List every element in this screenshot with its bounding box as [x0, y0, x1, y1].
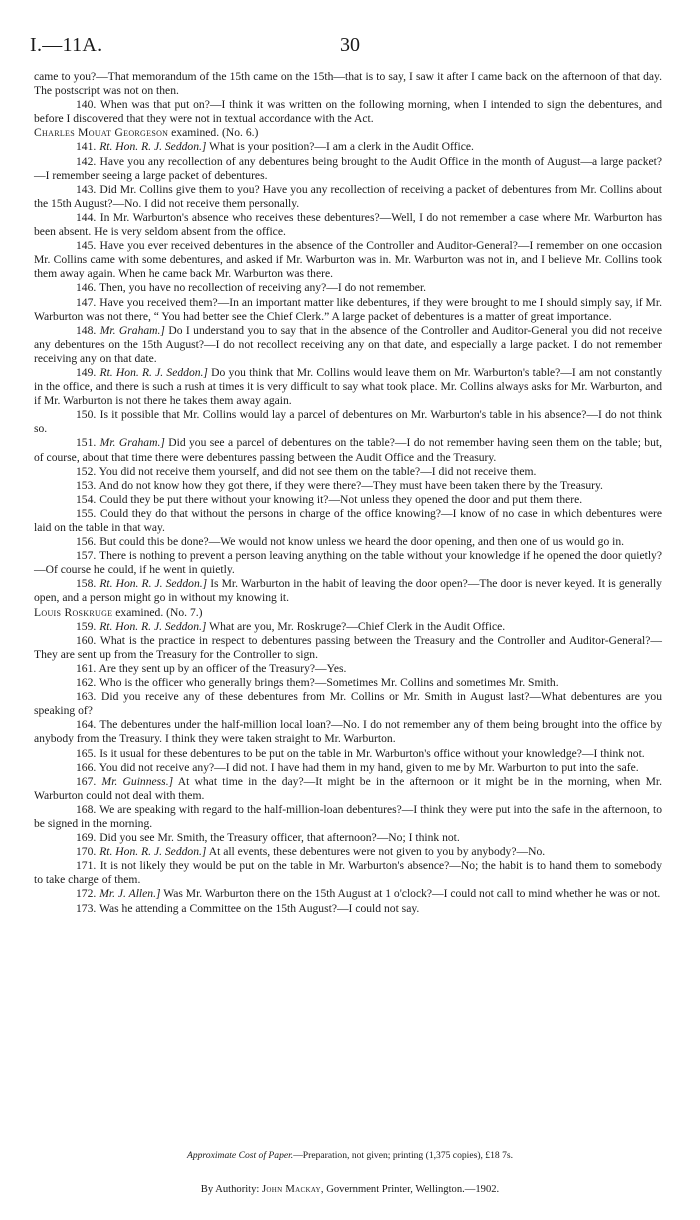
- witness-name: Louis Roskruge: [34, 605, 113, 619]
- paragraph-text: 142. Have you any recollection of any debentures being brought to the Audit Office in the month of August—a large packet?—I remember seeing a large packet of debentures.: [34, 154, 662, 182]
- question-paragraph: [34, 155, 662, 183]
- question-number: 172.: [76, 887, 97, 901]
- question-number: 159.: [76, 619, 97, 633]
- question-paragraph: [34, 183, 662, 211]
- paragraph-text: Is Mr. Warburton in the habit of leaving the door open?—The door is never keyed. It is generally open, and a person might go in without my knowing it.: [34, 577, 662, 605]
- paragraph-text: 152. You did not receive them yourself, and did not see them on the table?—I did not receive them.: [76, 464, 537, 478]
- paragraph-text: 163. Did you receive any of these debentures from Mr. Collins or Mr. Smith in August last?—What debentures are you speaking of?: [34, 690, 662, 718]
- question-paragraph: [34, 902, 662, 916]
- paragraph-text: 155. Could they do that without the persons in charge of the office knowing?—I know of no case in which debentures were laid on the table in that way.: [34, 506, 662, 534]
- question-paragraph: [34, 577, 662, 605]
- question-paragraph: [34, 324, 662, 366]
- question-paragraph: [34, 493, 662, 507]
- paragraph-text: 161. Are they sent up by an officer of the Treasury?—Yes.: [76, 661, 347, 675]
- question-paragraph: [34, 465, 662, 479]
- paragraph-text: 165. Is it usual for these debentures to be put on the table in Mr. Warburton's office without your knowledge?—I think not.: [76, 746, 645, 760]
- question-paragraph: [34, 507, 662, 535]
- paragraph-text: 146. Then, you have no recollection of receiving any?—I do not remember.: [76, 281, 427, 295]
- paragraph-text: 140. When was that put on?—I think it was written on the following morning, when I intended to sign the debentures, and before I discovered that they were not in textual accordance with the Act.: [34, 98, 662, 126]
- paragraph-text: What are you, Mr. Roskruge?—Chief Clerk in the Audit Office.: [206, 619, 506, 633]
- question-paragraph: [34, 549, 662, 577]
- question-paragraph: [34, 620, 662, 634]
- question-number: 149.: [76, 365, 97, 379]
- question-paragraph: [34, 887, 662, 901]
- paragraph-text: 173. Was he attending a Committee on the 15th August?—I could not say.: [76, 901, 420, 915]
- question-paragraph: [34, 535, 662, 549]
- question-paragraph: [34, 761, 662, 775]
- paragraph-text: 156. But could this be done?—We would not know unless we heard the door opening, and then one of us would go in.: [76, 535, 625, 549]
- speaker-name: Rt. Hon. R. J. Seddon.]: [99, 140, 207, 154]
- printer-name: John Mackay: [262, 1184, 321, 1195]
- paragraph-text: 145. Have you ever received debentures in the absence of the Controller and Auditor-General?—I remember on one occasion Mr. Collins came with some debentures, and asked if Mr. Warburton was in. Mr. Warburton was not in, and I believe Mr. Collins took them away again. When he came back Mr. Warburton was there.: [34, 239, 662, 281]
- paragraph-text: At all events, these debentures were not given to you by anybody?—No.: [206, 845, 546, 859]
- paragraph-text: 162. Who is the officer who generally brings them?—Sometimes Mr. Collins and sometimes Mr. Smith.: [76, 676, 559, 690]
- question-paragraph: [34, 366, 662, 408]
- witness-name: Charles Mouat Georgeson: [34, 126, 169, 140]
- paragraph-text: Do you think that Mr. Collins would leave them on Mr. Warburton's table?—I am not constantly in the office, and there is such a rush at times it is very difficult to say what took place. Mr. Collins always asks for Mr. Warburton, and if Mr. Warburton is not there he takes them away again.: [34, 365, 662, 408]
- printer-authority: [0, 1184, 700, 1195]
- question-paragraph: [34, 859, 662, 887]
- question-paragraph: [34, 479, 662, 493]
- paragraph-text: 157. There is nothing to prevent a person leaving anything on the table without your knowledge if he opened the door quietly?—Of course he could, if he went in quietly.: [34, 549, 662, 577]
- heading-rest: examined. (No. 7.): [112, 605, 203, 619]
- paragraph-text: 144. In Mr. Warburton's absence who receives these debentures?—Well, I do not remember a case where Mr. Warburton has been absent. He is very seldom absent from the office.: [34, 210, 662, 239]
- question-paragraph: [34, 239, 662, 281]
- question-paragraph: [34, 831, 662, 845]
- speaker-name: Mr. J. Allen.]: [99, 887, 161, 901]
- question-paragraph: [34, 436, 662, 464]
- question-number: 167.: [76, 774, 97, 788]
- authority-suffix: , Government Printer, Wellington.—1902.: [320, 1184, 500, 1195]
- question-paragraph: [34, 718, 662, 746]
- speaker-name: Mr. Graham.]: [99, 323, 165, 337]
- question-paragraph: [34, 747, 662, 761]
- speaker-name: Rt. Hon. R. J. Seddon.]: [99, 577, 208, 591]
- cost-note: [0, 1150, 700, 1161]
- question-paragraph: [34, 845, 662, 859]
- question-number: 141.: [76, 140, 97, 154]
- paragraph-text: 153. And do not know how they got there, if they were there?—They must have been taken there by the Treasury.: [76, 478, 603, 492]
- question-paragraph: [34, 281, 662, 295]
- question-paragraph: [34, 140, 662, 154]
- speaker-name: Mr. Graham.]: [99, 436, 165, 450]
- speaker-name: Rt. Hon. R. J. Seddon.]: [99, 619, 207, 633]
- paragraph-text: 143. Did Mr. Collins give them to you? Have you any recollection of receiving a packet of debentures from Mr. Collins about the 15th August?—No. I did not receive them personally.: [34, 182, 662, 210]
- question-number: 158.: [76, 577, 97, 591]
- cost-text: —Preparation, not given; printing (1,375 copies), £18 7s.: [293, 1150, 514, 1161]
- question-paragraph: [34, 775, 662, 803]
- paragraph-text: 147. Have you received them?—In an important matter like debentures, if they were brought to me I should simply say, if Mr. Warburton was not there, “ You had better see the Chief Clerk.” A large packet of debentures is a matter of great importance.: [34, 295, 662, 323]
- question-paragraph: [34, 211, 662, 239]
- paragraph-text: What is your position?—I am a clerk in the Audit Office.: [206, 140, 474, 154]
- question-paragraph: [34, 98, 662, 126]
- witness-heading: [34, 126, 662, 140]
- document-body: [34, 70, 662, 916]
- paragraph-text: 154. Could they be put there without your knowing it?—Not unless they opened the door and put them there.: [76, 492, 583, 506]
- continued-answer: [34, 70, 662, 98]
- question-number: 170.: [76, 845, 97, 859]
- question-paragraph: [34, 408, 662, 436]
- question-paragraph: [34, 662, 662, 676]
- paragraph-text: 164. The debentures under the half-million local loan?—No. I do not remember any of them being brought into the office by anybody from the Treasury. I think they were taken straight to Mr. Warburton.: [34, 718, 662, 746]
- question-paragraph: [34, 690, 662, 718]
- cost-label: Approximate Cost of Paper.: [186, 1150, 294, 1161]
- heading-rest: examined. (No. 6.): [168, 126, 259, 140]
- question-paragraph: [34, 296, 662, 324]
- paper-reference: I.—11A.: [30, 34, 103, 56]
- question-number: 148.: [76, 323, 97, 337]
- paragraph-text: Did you see a parcel of debentures on the table?—I do not remember having seen them on the table; but, of course, about that time there were debentures passing between the Audit Office and the Treasury.: [34, 436, 662, 464]
- page-number: 30: [340, 34, 360, 56]
- witness-heading: [34, 606, 662, 620]
- question-paragraph: [34, 676, 662, 690]
- paragraph-text: Do I understand you to say that in the absence of the Controller and Auditor-General you did not receive any debentures on the 15th August?—I do not recollect receiving any on that date, and especially a large packet. I do not remember receiving any on that date.: [34, 323, 662, 365]
- paragraph-text: 166. You did not receive any?—I did not. I have had them in my hand, given to me by Mr. Warburton to put into the safe.: [76, 760, 639, 774]
- paragraph-text: 169. Did you see Mr. Smith, the Treasury officer, that afternoon?—No; I think not.: [76, 831, 460, 845]
- question-paragraph: [34, 803, 662, 831]
- question-number: 151.: [76, 436, 97, 450]
- speaker-name: Rt. Hon. R. J. Seddon.]: [99, 845, 207, 859]
- paragraph-text: 160. What is the practice in respect to debentures passing between the Treasury and the Controller and Auditor-General?—They are sent up from the Treasury for the Controller to sign.: [34, 633, 662, 661]
- paragraph-text: came to you?—That memorandum of the 15th came on the 15th—that is to say, I saw it after I came back on the afternoon of that day. The postscript was not on then.: [34, 70, 662, 98]
- speaker-name: Mr. Guinness.]: [101, 774, 174, 788]
- paragraph-text: 171. It is not likely they would be put on the table in Mr. Warburton's absence?—No; the habit is to hand them to somebody to take charge of them.: [34, 859, 662, 887]
- question-paragraph: [34, 634, 662, 662]
- paragraph-text: 168. We are speaking with regard to the half-million-loan debentures?—I think they were put into the safe in the afternoon, to be signed in the morning.: [34, 802, 662, 830]
- paragraph-text: Was Mr. Warburton there on the 15th August at 1 o'clock?—I could not call to mind whether he was or not.: [160, 887, 661, 901]
- paragraph-text: At what time in the day?—It might be in the afternoon or it might be in the morning, when Mr. Warburton could not deal with them.: [34, 774, 662, 802]
- paragraph-text: 150. Is it possible that Mr. Collins would lay a parcel of debentures on Mr. Warburton's table in his absence?—I do not think so.: [34, 408, 662, 436]
- page-header: [30, 34, 670, 58]
- authority-prefix: By Authority:: [200, 1184, 262, 1195]
- speaker-name: Rt. Hon. R. J. Seddon.]: [99, 365, 208, 379]
